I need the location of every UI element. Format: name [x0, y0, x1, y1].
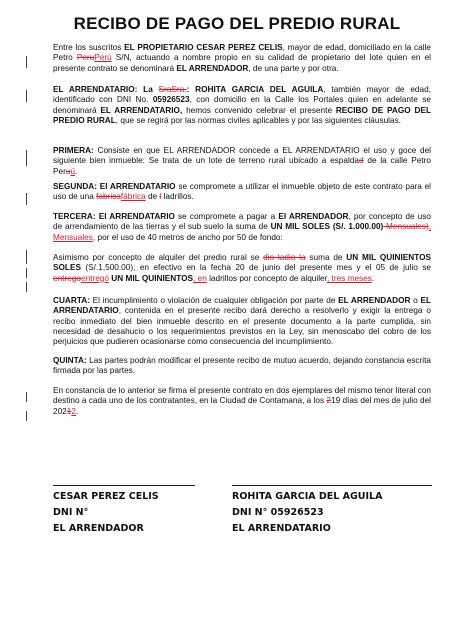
inserted-text: , en [193, 273, 207, 283]
inserted-text: , tres meses [326, 273, 372, 283]
signature-block-arrendador [53, 489, 159, 537]
clause-quinta: QUINTA: Las partes podrán modificar el presente recibo de mutuo acuerdo, dejando constancia escrita firmada por las partes. [53, 356, 431, 376]
paragraph-intro: Entre los suscritos EL PROPIETARIO CESAR PEREZ CELIS, mayor de edad, domiciliado en la calle Petro PeruPerú S/N, actuando a nombre propio en su calidad de propietario del lote quien en el presente contrato se denominará EL ARRENDADOR, de una parte y por otra. [53, 43, 432, 73]
revision-bar [26, 282, 27, 292]
deleted-text: Mensuales) [383, 222, 429, 232]
paragraph-constancia: En constancia de lo anterior se firma el presente contrato en dos ejemplares del mismo tenor literal con destino a cada uno de los contratantes, en la Ciudad de Contamana, a los 219 días del mes de julio del 20212. [53, 386, 431, 416]
inserted-text: fábrica [120, 192, 146, 202]
deleted-text: fabrica [96, 192, 121, 202]
signature-line-left [53, 485, 195, 486]
paragraph-arrendatario: EL ARRENDATARIO: La SraSra.: ROHITA GARCIA DEL AGUILA, también mayor de edad, identificado con DNI No. 05926523, con domicilio en la Calle los Portales quien en adelante se denominará EL ARRENDATARIO, hemos convenido celebrar el presente RECIBO DE PAGO DEL PREDIO RURAL, que se regirá por las normas civiles aplicables y por las siguientes cláusulas. [53, 85, 431, 125]
signer-role: EL ARRENDATARIO [232, 523, 331, 534]
deleted-text: 1 [66, 406, 72, 416]
deleted-text: SraSra. [158, 85, 187, 94]
revision-bar [26, 90, 27, 102]
revision-bar [26, 392, 27, 402]
inserted-text: Perú [94, 53, 112, 63]
signature-block-arrendatario [232, 489, 382, 537]
revision-bar [26, 56, 27, 68]
deleted-text: 2 [326, 396, 331, 406]
clause-primera: PRIMERA: Consiste en que EL ARRENDADOR concede a EL ARRENDATARIO el uso y goce del siguiente bien inmueble: Se trata de un lote de terreno rural ubicado a espaldad de la calle Petro Peruú. [53, 146, 431, 176]
paragraph-alquiler: Asimismo por concepto de alquiler del predio rural se dio ladio la suma de UN MIL QUINIENTOS SOLES (S/.1,500.00), en efectivo en la fecha 20 de junio del presente mes y el 05 de julio se entregoentregó UN MIL QUINIENTOS, en ladrillos por concepto de alquiler, tres meses. [53, 253, 432, 283]
signer-role: EL ARRENDADOR [53, 523, 144, 534]
revision-bar [26, 250, 27, 264]
clause-segunda: SEGUNDA: El ARRENDATARIO se compromete a utilizar el inmueble objeto de este contrato para el uso de una fabricafábrica de l ladrillos. [53, 182, 432, 202]
deleted-text: d [359, 156, 364, 166]
deleted-text: Peru [76, 53, 95, 63]
deleted-text: entrego [53, 273, 81, 283]
clause-cuarta: CUARTA: El incumplimiento o violación de cualquier obligación por parte de EL ARRENDADOR o EL ARRENDATARIO, contenida en el presente recibo dará derecho a resolverlo y exigir la entrega o recibo inmediato del bien inmueble descrito en el presente documento a la parte cumplida, sin necesidad de desahucio o los requerimientos previstos en la Ley, sin menoscabo del cobro de los perjuicios que pudieren ocasionarse como consecuencia del incumplimiento. [53, 296, 431, 347]
revision-bar [26, 156, 27, 166]
revision-bar [26, 411, 27, 421]
signer-dni: DNI N° 05926523 [232, 507, 324, 518]
signer-dni: DNI N° [53, 507, 89, 518]
clause-tercera: TERCERA: El ARRENDATARIO se compromete a pagar a El ARRENDADOR, por concepto de uso de arrendamiento de las tierras y el sub suelo la suma de UN MIL SOLES (S/. 1.000.00) Mensuales), Mensuales, por el uso de 40 metros de ancho por 50 de fondo: [53, 212, 431, 242]
inserted-text: , Mensuales [53, 222, 431, 242]
signer-name: ROHITA GARCIA DEL AGUILA [232, 491, 383, 502]
deleted-text: dio ladio la [263, 253, 306, 262]
inserted-text: ú [70, 166, 76, 176]
revision-bar [26, 268, 27, 278]
inserted-text: entregó [80, 273, 109, 283]
deleted-text: l [159, 192, 162, 202]
document-title: RECIBO DE PAGO DEL PREDIO RURAL [73, 14, 401, 33]
signature-line-right [232, 485, 432, 486]
inserted-text: 2 [71, 406, 76, 416]
signer-name: CESAR PEREZ CELIS [53, 491, 159, 502]
revision-bar [26, 193, 27, 205]
deleted-text: u [65, 166, 71, 176]
